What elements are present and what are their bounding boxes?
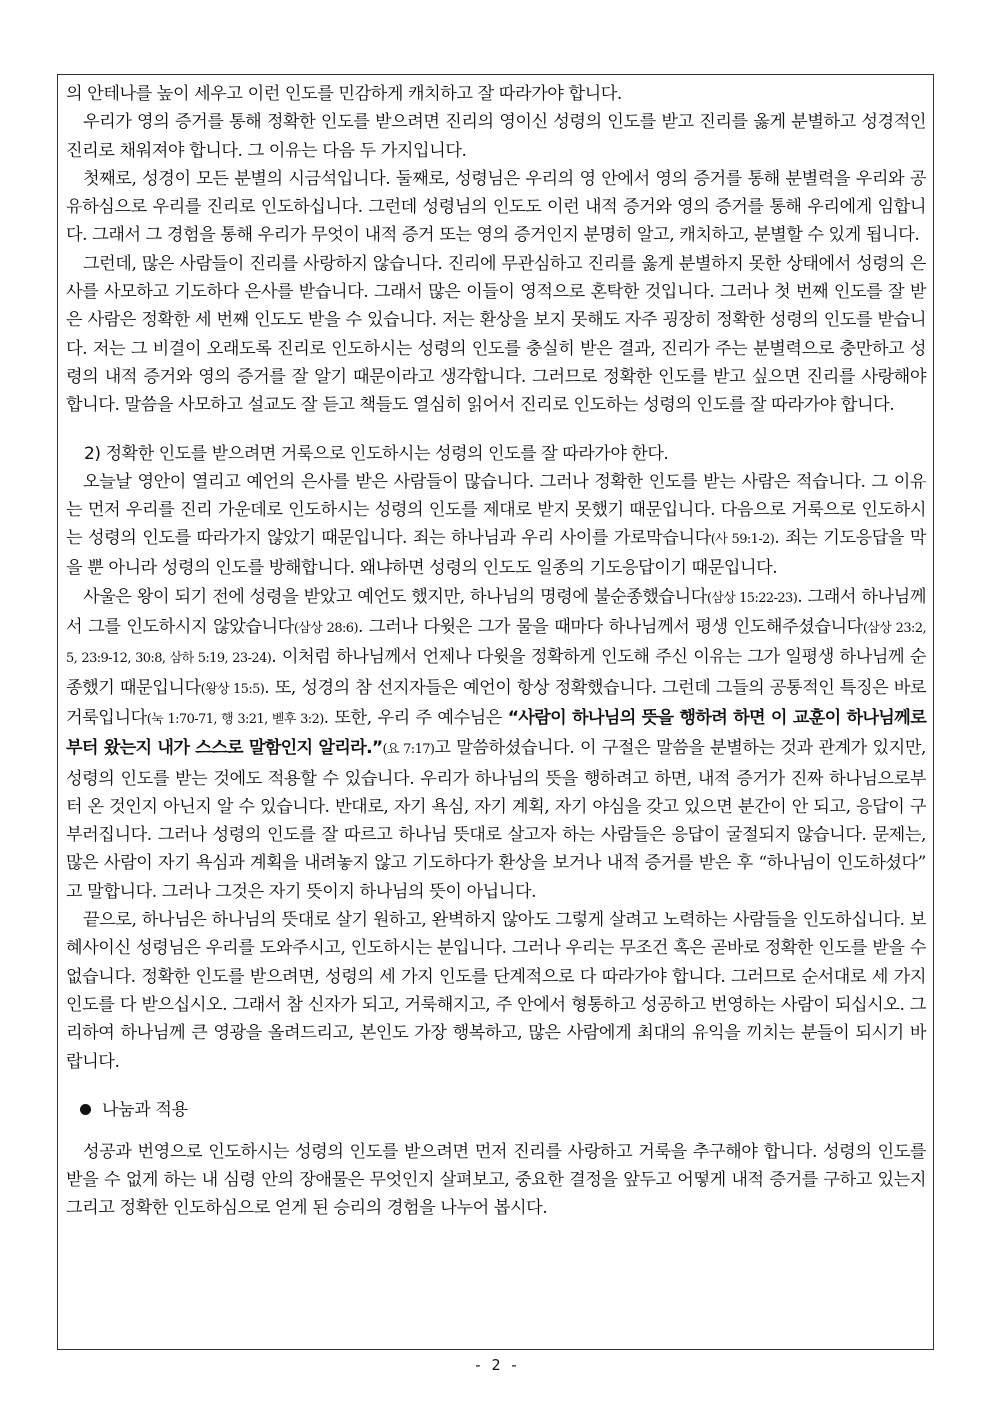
scripture-reference: (삼상 23:2, 5, 23:9-12, 30:8, 삼하 5:19, 23-24) <box>66 621 926 667</box>
page-number: - 2 - <box>473 1356 519 1374</box>
scripture-reference: (요 7:17) <box>382 742 435 758</box>
paragraph-text: . 죄는 기도응답을 막을 뿐 아니라 성령의 인도를 방해합니다. 왜냐하면 성령의 인도도 일종의 기도응답이기 때문입니다. <box>66 528 927 579</box>
paragraph-antenna <box>66 80 926 108</box>
paragraph-text: . 이처럼 하나님께서 언제나 다윗을 정확하게 인도해 주신 이유는 그가 일평생 하나님께 순종했기 때문입니다 <box>66 647 926 698</box>
paragraph-text: . 그러나 다윗은 그가 물을 때마다 하나님께서 평생 인도해주셨습니다 <box>357 617 863 638</box>
document-body <box>66 80 926 1223</box>
paragraph-text: 끝으로, 하나님은 하나님의 뜻대로 살기 원하고, 완벽하지 않아도 그렇게 살려고 노력하는 사람들을 인도하십니다. 보혜사이신 성령님은 우리를 도와주시고, 인도하시는 분입니다. 그러나 우리는 무조건 혹은 곧바로 정확한 인도를 받을 수 없습니다. 정확한 인도를 받으려면, 성령의 세 가지 인도를 단계적으로 다 따라가야 합니다. 그러므로 순서대로 세 가지 인도를 다 받으십시오. 그래서 참 신자가 되고, 거룩해지고, 주 안에서 형통하고 성공하고 번영하는 사람이 되십시오. 그리하여 하나님께 큰 영광을 올려드리고, 본인도 가장 행복하고, 많은 사람에게 최대의 유익을 끼치는 분들이 되시기 바랍니다. <box>66 910 926 1072</box>
paragraph-spiritual-eyes <box>66 468 926 583</box>
paragraph-text: 성공과 번영으로 인도하시는 성령의 인도를 받으려면 먼저 진리를 사랑하고 거룩을 추구해야 합니다. 성령의 인도를 받을 수 없게 하는 내 심령 안의 장애물은 무엇인지 살펴보고, 중요한 결정을 앞두고 어떻게 내적 증거를 구하고 있는지 그리고 정확한 인도하심으로 얻게 된 승리의 경험을 나누어 봅시다. <box>66 1141 926 1219</box>
paragraph-text: 첫째로, 성경이 모든 분별의 시금석입니다. 둘째로, 성령님은 우리의 영 안에서 영의 증거를 통해 분별력을 우리와 공유하심으로 우리를 진리로 인도하십니다. 그런데 성령님의 인도도 이런 내적 증거와 영의 증거를 통해 우리에게 임합니다. 그래서 그 경험을 통해 우리가 무엇이 내적 증거 또는 영의 증거인지 분명히 알고, 캐치하고, 분별할 수 있게 됩니다. <box>66 168 926 246</box>
paragraph-text: . 그래서 하나님께서 그를 인도하시지 않았습니다 <box>66 586 926 638</box>
section-sharing-application <box>66 1096 926 1124</box>
paragraph-text: 고 말씀하셨습니다. 이 구절은 말씀을 분별하는 것과 관계가 있지만, 성령의 인도를 받는 것에도 적용할 수 있습니다. 우리가 하나님의 뜻을 행하려고 하면, 내적 증거가 진짜 하나님으로부터 온 것인지 아닌지 알 수 있습니다. 반대로, 자기 욕심, 자기 계획, 자기 야심을 갖고 있으면 분간이 안 되고, 응답이 구부러집니다. 그러나 성령의 인도를 잘 따르고 하나님 뜻대로 살고자 하는 사람들은 응답이 굴절되지 않습니다. 문제는, 많은 사람이 자기 욕심과 계획을 내려놓지 않고 기도하다가 환상을 보거나 내적 증거를 받은 후 “하나님이 인도하셨다” 고 말합니다. 그러나 그것은 자기 뜻이지 하나님의 뜻이 아닙니다. <box>66 738 926 902</box>
paragraph-text: . 또한, 우리 주 예수님은 <box>323 707 508 728</box>
paragraph-saul-david <box>66 583 926 906</box>
scripture-reference: (왕상 15:5) <box>200 681 265 697</box>
filled-circle-bullet-icon <box>80 1104 91 1115</box>
scripture-reference: (눅 1:70-71, 행 3:21, 벧후 3:2) <box>146 711 324 727</box>
scripture-reference: (삼상 28:6) <box>293 621 358 637</box>
paragraph-text: 그런데, 많은 사람들이 진리를 사랑하지 않습니다. 진리에 무관심하고 진리를 옳게 분별하지 못한 상태에서 성령의 은사를 사모하고 기도하다 은사를 받습니다. 그래서 많은 이들이 영적으로 혼탁한 것입니다. 그러나 첫 번째 인도를 잘 받은 사람은 정확한 세 번째 인도도 받을 수 있습니다. 저는 환상을 보지 못해도 자주 굉장히 정확한 성령의 인도를 받습니다. 저는 그 비결이 오래도록 진리로 인도하시는 성령의 인도를 충실히 받은 결과, 진리가 주는 분별력으로 충만하고 성령의 내적 증거와 영의 증거를 잘 알기 때문이라고 생각합니다. 그러므로 정확한 인도를 받고 싶으면 진리를 사랑해야 합니다. 말씀을 사모하고 설교도 잘 듣고 책들도 열심히 읽어서 진리로 인도하는 성령의 인도를 잘 따라가야 합니다. <box>66 253 926 416</box>
section-title: 나눔과 적용 <box>102 1099 188 1120</box>
paragraph-text: . 또, 성경의 참 선지자들은 예언이 항상 정확했습니다. 그런데 그들의 공통적인 특징은 바로 거룩입니다 <box>66 677 927 728</box>
paragraph-text: 의 안테나를 높이 세우고 이런 인도를 민감하게 캐치하고 잘 따라가야 합니다. <box>66 84 622 104</box>
subheading-holiness: 2) 정확한 인도를 받으려면 거룩으로 인도하시는 성령의 인도를 잘 따라가야 한다. <box>84 443 669 464</box>
paragraph-text: 우리가 영의 증거를 통해 정확한 인도를 받으려면 진리의 영이신 성령의 인도를 받고 진리를 옳게 분별하고 성경적인 진리로 채워져야 합니다. 그 이유는 다음 두 가지입니다. <box>66 112 926 161</box>
scripture-reference: (사 59:1-2) <box>710 532 775 548</box>
paragraph-spirit-evidence <box>66 108 926 165</box>
paragraph-love-truth <box>66 250 926 420</box>
paragraph-conclusion <box>66 906 926 1076</box>
paragraph-text: 사울은 왕이 되기 전에 성령을 받았고 예언도 했지만, 하나님의 명령에 불순종했습니다 <box>83 586 707 607</box>
paragraph-first-second-reason <box>66 165 926 250</box>
scripture-reference: (삼상 15:22-23) <box>706 590 798 606</box>
bold-scripture-quote: “사람이 하나님의 뜻을 행하려 하면 이 교훈이 하나님께로부터 왔는지 내가 스스로 말함인지 알리라.” <box>66 707 926 759</box>
paragraph-text: 오늘날 영안이 열리고 예언의 은사를 받은 사람들이 많습니다. 그러나 정확한 인도를 받는 사람은 적습니다. 그 이유는 먼저 우리를 진리 가운데로 인도하시는 성령의 인도를 제대로 받지 못했기 때문입니다. 다음으로 거룩으로 인도하시는 성령의 인도를 따라가지 않았기 때문입니다. 죄는 하나님과 우리 사이를 가로막습니다 <box>66 471 926 549</box>
paragraph-sharing-question <box>66 1138 926 1223</box>
